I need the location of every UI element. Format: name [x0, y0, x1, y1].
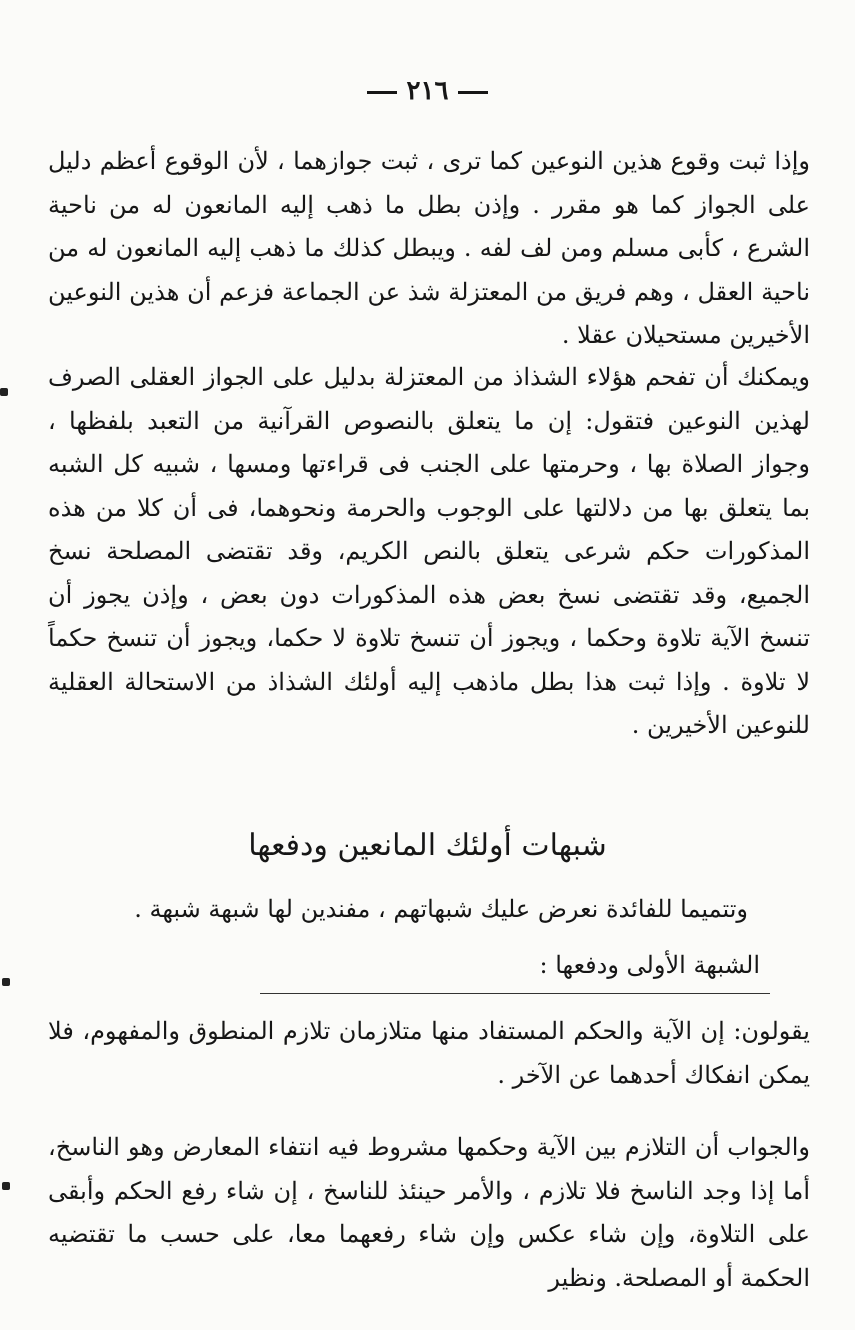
page-number-text: ٢١٦	[406, 76, 449, 106]
paragraph-1: وإذا ثبت وقوع هذين النوعين كما ترى ، ثبت جوازهما ، لأن الوقوع أعظم دليل على الجواز كما هو مقرر . وإذن بطل ما ذهب إليه المانعون له من ناحية الشرع ، كأبى مسلم ومن لف لفه . ويبطل كذلك ما ذهب إليه المانعون له من ناحية العقل ، وهم فريق من المعتزلة شذ عن الجماعة فزعم أن هذين النوعين الأخيرين مستحيلان عقلا .	[48, 147, 810, 349]
answer-paragraph: والجواب أن التلازم بين الآية وحكمها مشروط فيه انتفاء المعارض وهو الناسخ، أما إذا وجد الناسخ فلا تلازم ، والأمر حينئذ للناسخ ، إن شاء رفع الحكم وأبقى على التلاوة، وإن شاء عكس وإن شاء رفعهما معا، على حسب ما تقتضيه الحكمة أو المصلحة. ونظير	[48, 1133, 810, 1292]
divider-rule	[260, 993, 770, 994]
sub-heading: الشبهة الأولى ودفعها :	[539, 951, 760, 979]
dash-right	[367, 91, 397, 94]
dash-left	[458, 91, 488, 94]
page-number	[0, 76, 855, 106]
paragraph-2: ويمكنك أن تفحم هؤلاء الشذاذ من المعتزلة بدليل على الجواز العقلى الصرف لهذين النوعين فتقول: إن ما يتعلق بالنصوص القرآنية من التعبد بلفظها ، وجواز الصلاة بها ، وحرمتها على الجنب فى قراءتها ومسها ، شبيه كل الشبه بما يتعلق بها من دلالتها على الوجوب والحرمة ونحوهما، فى أن كلا من هذه المذكورات حكم شرعى يتعلق بالنص الكريم، وقد تقتضى المصلحة نسخ الجميع، وقد تقتضى نسخ بعض هذه المذكورات دون بعض ، وإذن يجوز أن تنسخ الآية تلاوة وحكما ، ويجوز أن تنسخ تلاوة لا حكما، ويجوز أن تنسخ حكماً لا تلاوة . وإذا ثبت هذا بطل ماذهب إليه أولئك الشذاذ من الاستحالة العقلية للنوعين الأخيرين .	[48, 363, 810, 739]
section-heading: شبهات أولئك المانعين ودفعها	[248, 828, 607, 863]
margin-mark	[2, 978, 10, 986]
intro-line: وتتميما للفائدة نعرض عليك شبهاتهم ، مفندين لها شبهة شبهة .	[134, 895, 748, 923]
margin-mark	[2, 1182, 10, 1190]
objection-paragraph: يقولون: إن الآية والحكم المستفاد منها متلازمان تلازم المنطوق والمفهوم، فلا يمكن انفكاك أحدهما عن الآخر .	[48, 1017, 810, 1089]
margin-mark	[0, 388, 8, 396]
